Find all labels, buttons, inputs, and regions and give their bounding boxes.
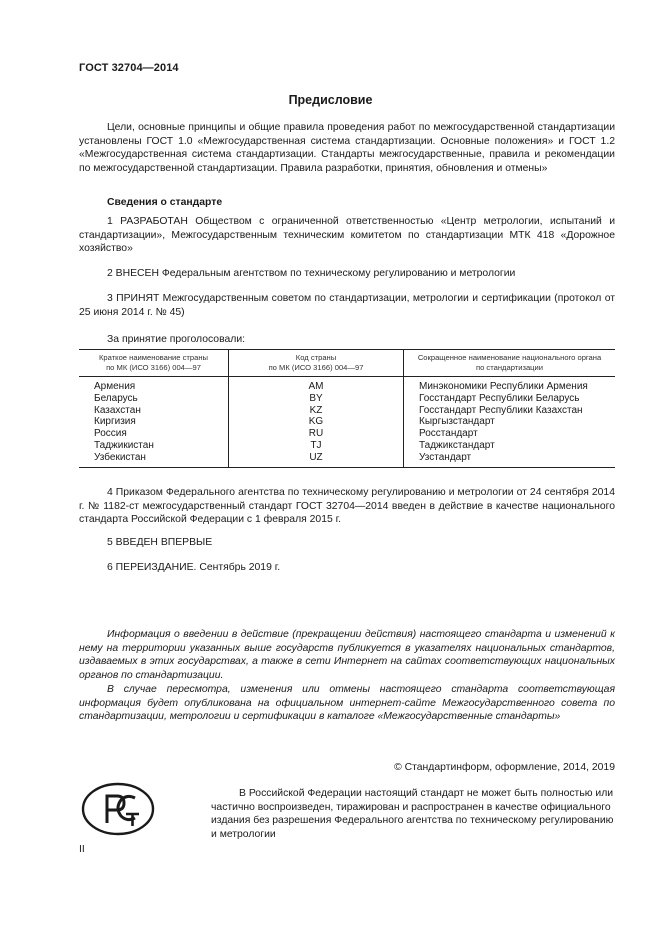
- item-introduced: 2 ВНЕСЕН Федеральным агентством по техническому регулированию и метрологии: [107, 268, 516, 279]
- country-cell: Беларусь: [94, 392, 138, 404]
- body-cell: Госстандарт Республики Казахстан: [404, 405, 616, 417]
- table-row: [79, 405, 615, 417]
- code-cell: TJ: [229, 440, 404, 452]
- body-cell: Кыргызстандарт: [404, 416, 616, 428]
- country-cell: Узбекистан: [79, 452, 229, 467]
- intro-paragraph: Цели, основные принципы и общие правила проведения работ по межгосударственной стандартизации установлены ГОСТ 1.0 «Межгосударственная система стандартизации. Основные положения» и ГОСТ 1.2 «Межгосударственная система стандартизации. Стандарты межгосударственные, правила и рекомендации по межгосударственной стандартизации. Правила разработки, принятия, обновления и отмены»: [79, 122, 615, 174]
- table-row: [79, 377, 615, 393]
- info-paragraph-1: Информация о введении в действие (прекращении действия) настоящего стандарта и изменений к нему на территории указанных выше государств публикуется в указателях национальных стандартов, издаваемых в этих государствах, а также в сети Интернет на сайтах соответствующих национальных органов по стандартизации.: [79, 629, 615, 681]
- code-cell: KZ: [229, 405, 404, 417]
- code-cell: RU: [229, 428, 404, 440]
- item-order: 4 Приказом Федерального агентства по техническому регулированию и метрологии от 24 сентября 2014 г. № 1182-ст межгосударственный стандарт ГОСТ 32704—2014 введен в действие в качестве национального стандарта Российской Федерации с 1 февраля 2015 г.: [79, 487, 615, 526]
- document-header-id: ГОСТ 32704—2014: [79, 62, 179, 74]
- section-heading: Сведения о стандарте: [107, 197, 223, 208]
- info-paragraph-2: В случае пересмотра, изменения или отмены настоящего стандарта соответствующая информация будет опубликована на официальном интернет-сайте Межгосударственного совета по стандартизации, метрологии и сертификации в каталоге «Межгосударственные стандарты»: [79, 684, 615, 723]
- body-cell: Госстандарт Республики Беларусь: [404, 393, 616, 405]
- code-cell: UZ: [229, 452, 404, 467]
- item-developed: 1 РАЗРАБОТАН Обществом с ограниченной ответственностью «Центр метрологии, испытаний и стандартизации», Межгосударственным техническим комитетом по стандартизации МТК 418 «Дорожное хозяйство»: [79, 216, 615, 255]
- body-cell: Таджикстандарт: [404, 440, 616, 452]
- voted-label: За принятие проголосовали:: [107, 334, 246, 345]
- country-cell: Армения: [94, 381, 136, 392]
- rst-logo-graphic: [80, 781, 156, 837]
- body-cell: Узстандарт: [404, 452, 616, 467]
- item-republished: 6 ПЕРЕИЗДАНИЕ. Сентябрь 2019 г.: [107, 562, 281, 573]
- table-row: [79, 452, 615, 467]
- header-body: Сокращенное наименование национального органа по стандартизации: [404, 350, 616, 377]
- code-cell: AM: [229, 377, 404, 393]
- item-first-time: 5 ВВЕДЕН ВПЕРВЫЕ: [107, 537, 213, 548]
- body-cell: Минэкономики Республики Армения: [404, 377, 616, 393]
- rf-notice: В Российской Федерации настоящий стандарт не может быть полностью или частично воспроизведен, тиражирован и распространен в качестве официального издания без разрешения Федерального агентства по техническому регулированию и метрологии: [211, 788, 614, 840]
- country-cell: Казахстан: [94, 404, 141, 416]
- table-row: [79, 440, 615, 452]
- item-adopted: 3 ПРИНЯТ Межгосударственным советом по стандартизации, метрологии и сертификации (протокол от 25 июня 2014 г. № 45): [79, 293, 615, 318]
- page-number: II: [79, 844, 85, 855]
- code-cell: KG: [229, 416, 404, 428]
- code-cell: BY: [229, 393, 404, 405]
- header-country: Краткое наименование страны по МК (ИСО 3166) 004—97: [79, 350, 229, 377]
- table-row: [79, 428, 615, 440]
- voting-table: [79, 349, 615, 468]
- header-code: Код страны по МК (ИСО 3166) 004—97: [229, 350, 404, 377]
- table-row: [79, 416, 615, 428]
- country-cell: Россия: [94, 428, 127, 440]
- page-title: Предисловие: [288, 93, 373, 107]
- country-cell: Таджикистан: [94, 439, 154, 451]
- body-cell: Росстандарт: [404, 428, 616, 440]
- table-row: [79, 393, 615, 405]
- copyright-line: © Стандартинформ, оформление, 2014, 2019: [394, 762, 615, 773]
- table-header-row: [79, 350, 615, 377]
- rst-logo-icon: [80, 781, 156, 837]
- country-cell: Киргизия: [94, 416, 136, 428]
